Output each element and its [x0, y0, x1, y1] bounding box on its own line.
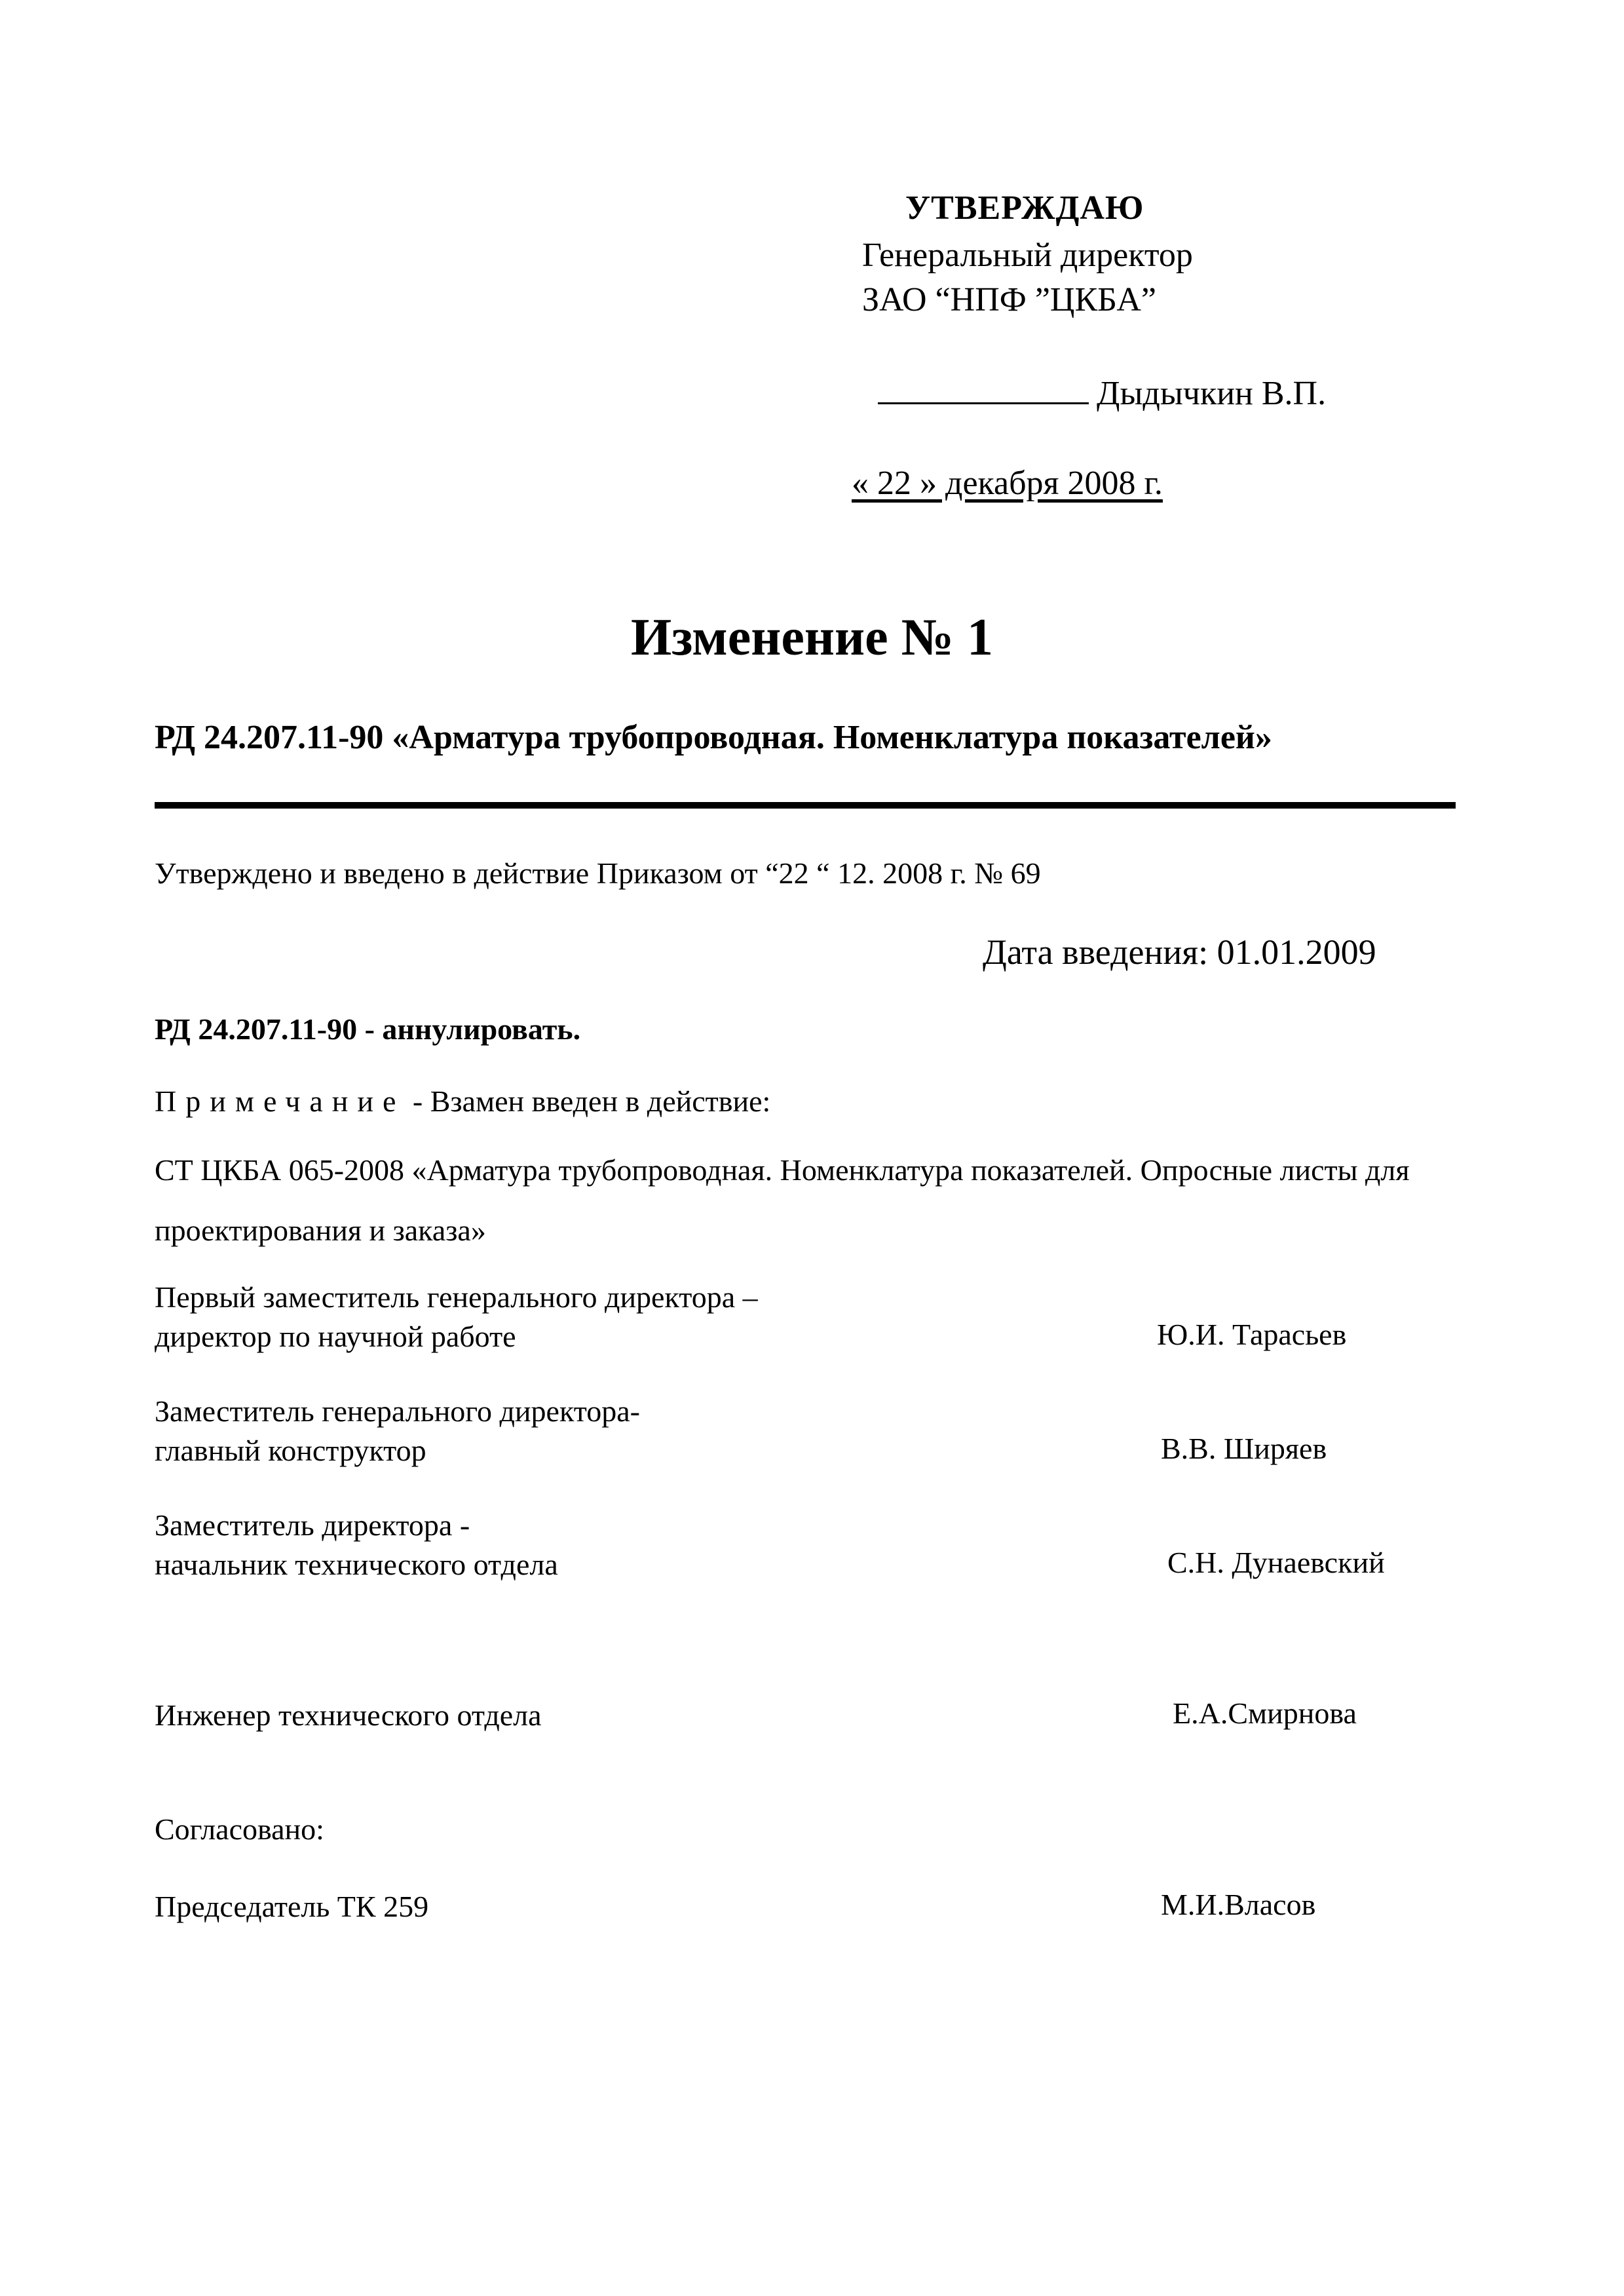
- signature-name: М.И.Власов: [1161, 1888, 1316, 1921]
- annul-statement: РД 24.207.11-90 - аннулировать.: [155, 1012, 581, 1046]
- approval-signature-line: [878, 372, 1326, 413]
- signature-position: Инженер технического отдела: [155, 1698, 542, 1732]
- note-label: Примечание: [155, 1084, 406, 1118]
- agreed-label: Согласовано:: [155, 1812, 324, 1846]
- approval-signatory: Дыдычкин В.П.: [1097, 375, 1327, 412]
- signature-name: С.Н. Дунаевский: [1167, 1546, 1385, 1579]
- approval-heading: УТВЕРЖДАЮ: [905, 189, 1144, 227]
- signature-position: Председатель ТК 259: [155, 1890, 429, 1923]
- title-divider: [155, 802, 1456, 809]
- document-title: Изменение № 1: [631, 609, 993, 666]
- note: [155, 1084, 770, 1119]
- order-line: Утверждено и введено в действие Приказом от “22 “ 12. 2008 г. № 69: [155, 856, 1041, 890]
- introduction-date: Дата введения: 01.01.2009: [983, 932, 1376, 972]
- approval-organization: ЗАО “НПФ ”ЦКБА”: [862, 281, 1156, 318]
- note-text: - Взамен введен в действие:: [405, 1084, 771, 1118]
- signature-blank: [878, 372, 1089, 404]
- signature-name: Е.А.Смирнова: [1173, 1696, 1357, 1730]
- approval-position: Генеральный директор: [862, 237, 1193, 274]
- approval-date: « 22 » декабря 2008 г.: [852, 465, 1163, 502]
- signature-position: Первый заместитель генерального директора – директор по научной работе: [155, 1280, 758, 1353]
- signature-position: Заместитель генерального директора- главный конструктор: [155, 1394, 640, 1467]
- replacement-standard: СТ ЦКБА 065-2008 «Арматура трубопроводная. Номенклатура показателей. Опросные листы для проектирования и заказа»: [155, 1153, 1410, 1247]
- document-subtitle: РД 24.207.11-90 «Арматура трубопроводная. Номенклатура показателей»: [155, 719, 1272, 756]
- signature-name: Ю.И. Тарасьев: [1157, 1318, 1347, 1351]
- signature-position: Заместитель директора - начальник технического отдела: [155, 1508, 558, 1581]
- signature-name: В.В. Ширяев: [1161, 1432, 1327, 1465]
